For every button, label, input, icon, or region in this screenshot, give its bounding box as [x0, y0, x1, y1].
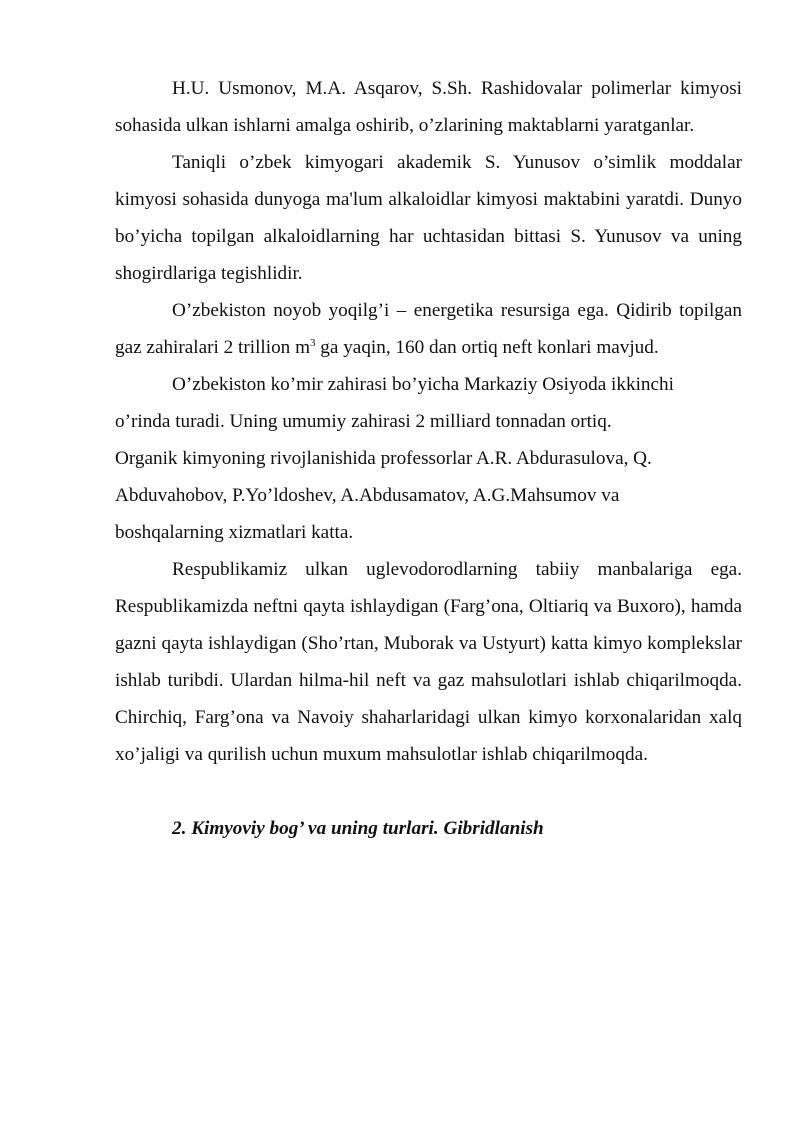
- superscript-cubic: 3: [310, 337, 316, 349]
- paragraph-coal-reserves: [115, 366, 742, 440]
- organic-line-3: boshqalarning xizmatlari katta.: [115, 522, 354, 543]
- paragraph-energy-resources: [115, 292, 742, 366]
- organic-line-2: Abduvahobov, P.Yo’ldoshev, A.Abdusamatov, A.G.Mahsumov va: [115, 485, 620, 506]
- energy-text-part2: ga yaqin, 160 dan ortiq neft konlari mavjud.: [315, 337, 659, 358]
- coal-line-2: o’rinda turadi. Uning umumiy zahirasi 2 milliard tonnadan ortiq.: [115, 411, 612, 432]
- paragraph-alkaloid-chemistry: Taniqli o’zbek kimyogari akademik S. Yunusov o’simlik moddalar kimyosi sohasida dunyoga ma'lum alkaloidlar kimyosi maktabini yaratdi. Dunyo bo’yicha topilgan alkaloidlarning har uchtasidan bittasi S. Yunusov va uning shogirdlariga tegishlidir.: [115, 152, 742, 284]
- organic-line-1: Organik kimyoning rivojlanishida professorlar A.R. Abdurasulova, Q.: [115, 448, 652, 469]
- coal-line-1: O’zbekiston ko’mir zahirasi bo’yicha Markaziy Osiyoda ikkinchi: [172, 374, 674, 395]
- paragraph-hydrocarbons: Respublikamiz ulkan uglevodorodlarning tabiiy manbalariga ega. Respublikamizda neftni qayta ishlaydigan (Farg’ona, Oltiariq va Buxoro), hamda gazni qayta ishlaydigan (Sho’rtan, Muborak va Ustyurt) katta kimyo komplekslar ishlab turibdi. Ulardan hilma-hil neft va gaz mahsulotlari ishlab chiqarilmoqda. Chirchiq, Farg’ona va Navoiy shaharlaridagi ulkan kimyo korxonalaridan xalq xo’jaligi va qurilish uchun muxum mahsulotlar ishlab chiqarilmoqda.: [115, 559, 742, 765]
- document-page: [115, 70, 742, 847]
- paragraph-organic-chemistry: [115, 440, 742, 551]
- section-heading: 2. Kimyoviy bog’ va uning turlari. Gibridlanish: [172, 818, 544, 839]
- energy-text-part1: O’zbekiston noyob yoqilg’i – energetika resursiga ega. Qidirib topilgan gaz zahiralari 2 trillion m: [115, 300, 742, 358]
- paragraph-polymer-chemistry: H.U. Usmonov, M.A. Asqarov, S.Sh. Rashidovalar polimerlar kimyosi sohasida ulkan ishlarni amalga oshirib, o’zlarining maktablarni yaratganlar.: [115, 78, 742, 136]
